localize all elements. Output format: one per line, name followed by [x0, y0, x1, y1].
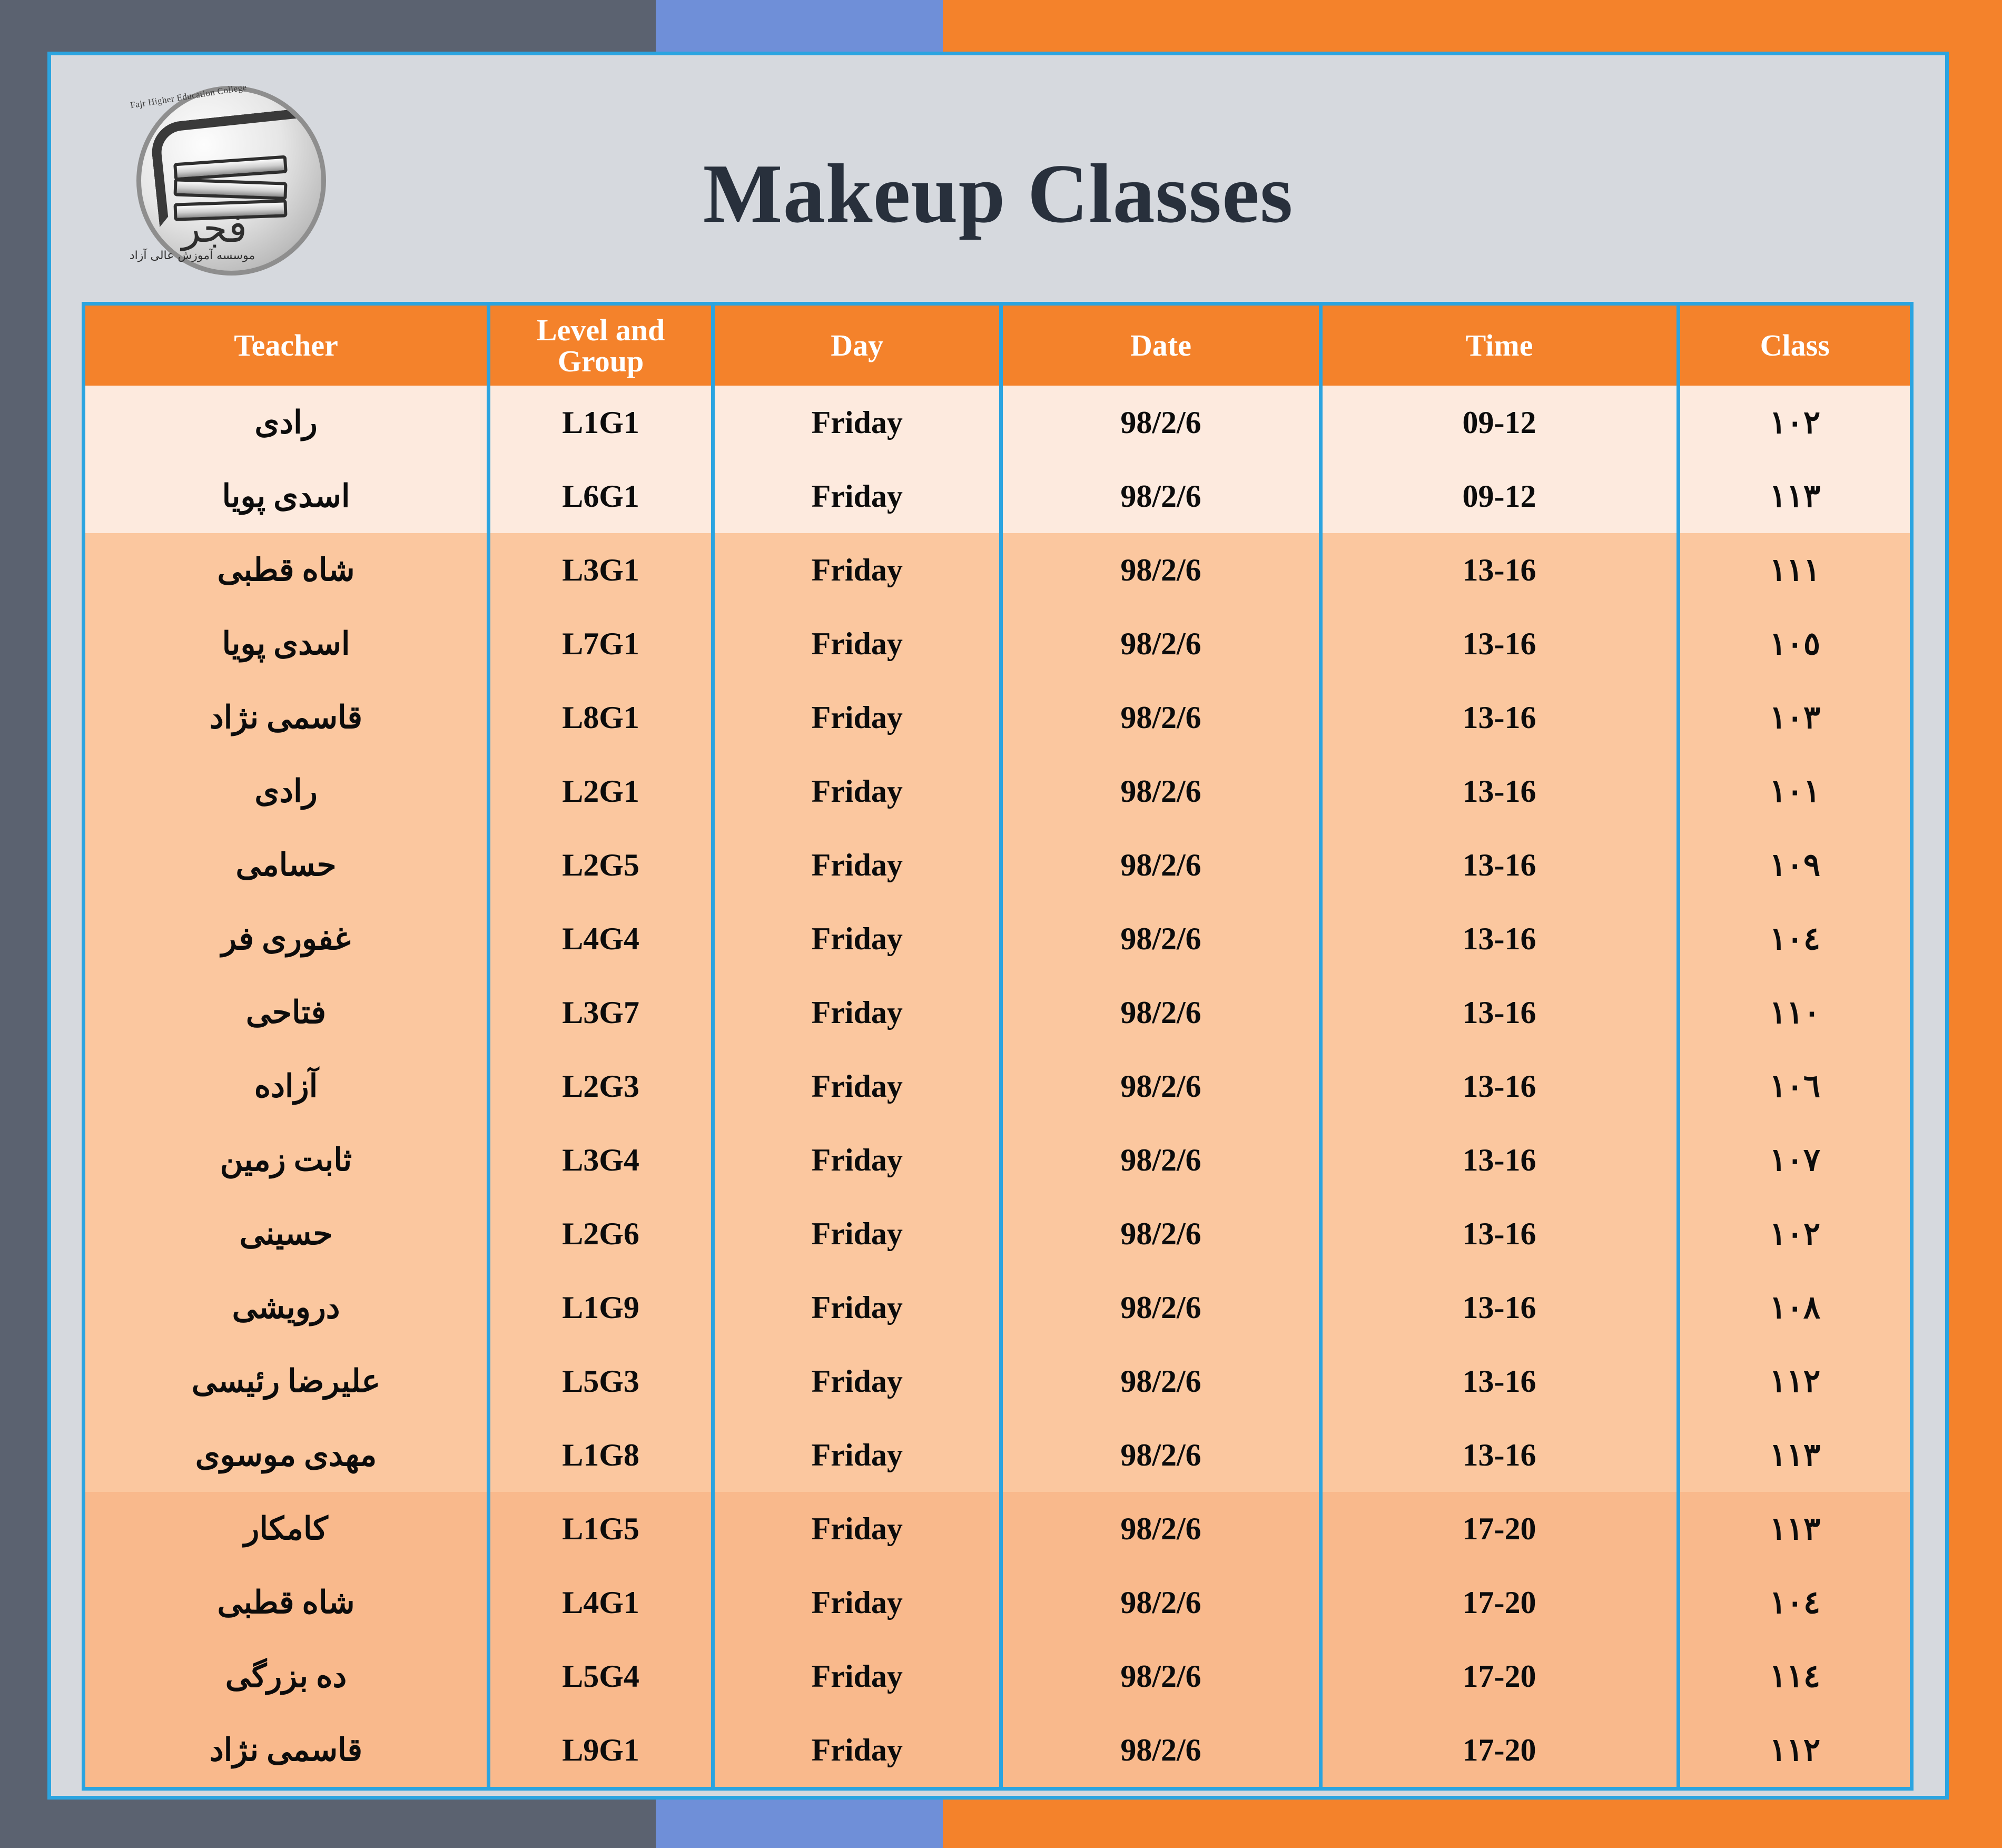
cell-time: 13-16 [1320, 902, 1678, 976]
cell-day: Friday [713, 1566, 1001, 1639]
cell-teacher: رادی [85, 386, 489, 459]
cell-teacher: ده بزرگی [85, 1639, 489, 1713]
cell-class: ١٠٢ [1678, 386, 1910, 459]
cell-day: Friday [713, 1418, 1001, 1492]
cell-date: 98/2/6 [1001, 1418, 1320, 1492]
table-row [85, 976, 1910, 1049]
column-header-level-group: Level and Group [489, 306, 713, 386]
cell-time: 13-16 [1320, 828, 1678, 902]
cell-time: 09-12 [1320, 386, 1678, 459]
cell-teacher: درویشی [85, 1271, 489, 1344]
cell-day: Friday [713, 754, 1001, 828]
cell-class: ١٠٧ [1678, 1123, 1910, 1197]
cell-day: Friday [713, 1049, 1001, 1123]
table-header-row [85, 306, 1910, 386]
cell-day: Friday [713, 607, 1001, 681]
cell-date: 98/2/6 [1001, 1123, 1320, 1197]
cell-class: ١٠٩ [1678, 828, 1910, 902]
table-row [85, 1639, 1910, 1713]
cell-date: 98/2/6 [1001, 1271, 1320, 1344]
cell-day: Friday [713, 1197, 1001, 1271]
cell-level-group: L2G3 [489, 1049, 713, 1123]
logo-farsi-mark: فجر [182, 206, 247, 251]
cell-teacher: رادی [85, 754, 489, 828]
cell-level-group: L5G4 [489, 1639, 713, 1713]
cell-time: 13-16 [1320, 533, 1678, 607]
cell-class: ١١٠ [1678, 976, 1910, 1049]
cell-time: 13-16 [1320, 1197, 1678, 1271]
cell-day: Friday [713, 459, 1001, 533]
cell-class: ١٠١ [1678, 754, 1910, 828]
cell-class: ١١٢ [1678, 1344, 1910, 1418]
poster-header [51, 55, 1945, 298]
cell-level-group: L3G7 [489, 976, 713, 1049]
cell-date: 98/2/6 [1001, 902, 1320, 976]
table-row [85, 1123, 1910, 1197]
cell-level-group: L1G9 [489, 1271, 713, 1344]
cell-date: 98/2/6 [1001, 976, 1320, 1049]
cell-time: 17-20 [1320, 1639, 1678, 1713]
cell-time: 13-16 [1320, 1049, 1678, 1123]
table-row [85, 754, 1910, 828]
cell-level-group: L3G4 [489, 1123, 713, 1197]
cell-teacher: آزاده [85, 1049, 489, 1123]
cell-teacher: مهدی موسوی [85, 1418, 489, 1492]
cell-date: 98/2/6 [1001, 1492, 1320, 1566]
cell-date: 98/2/6 [1001, 828, 1320, 902]
column-header-day: Day [713, 306, 1001, 386]
cell-teacher: اسدی پویا [85, 607, 489, 681]
cell-time: 13-16 [1320, 976, 1678, 1049]
cell-date: 98/2/6 [1001, 1713, 1320, 1787]
cell-teacher: حسینی [85, 1197, 489, 1271]
schedule-table [85, 306, 1910, 1787]
column-header-class: Class [1678, 306, 1910, 386]
table-row [85, 1197, 1910, 1271]
cell-level-group: L4G1 [489, 1566, 713, 1639]
cell-class: ١٠٥ [1678, 607, 1910, 681]
cell-level-group: L9G1 [489, 1713, 713, 1787]
cell-time: 13-16 [1320, 1344, 1678, 1418]
content-sheet [47, 52, 1949, 1800]
table-row [85, 681, 1910, 754]
cell-class: ١٠٣ [1678, 681, 1910, 754]
cell-date: 98/2/6 [1001, 754, 1320, 828]
column-header-time: Time [1320, 306, 1678, 386]
cell-time: 17-20 [1320, 1492, 1678, 1566]
cell-teacher: علیرضا رئیسی [85, 1344, 489, 1418]
table-row [85, 607, 1910, 681]
cell-day: Friday [713, 681, 1001, 754]
table-row [85, 1049, 1910, 1123]
cell-class: ١١٢ [1678, 1713, 1910, 1787]
cell-time: 13-16 [1320, 1418, 1678, 1492]
cell-date: 98/2/6 [1001, 1197, 1320, 1271]
cell-class: ١٠٤ [1678, 1566, 1910, 1639]
cell-day: Friday [713, 902, 1001, 976]
cell-teacher: حسامی [85, 828, 489, 902]
cell-time: 13-16 [1320, 1123, 1678, 1197]
cell-time: 13-16 [1320, 607, 1678, 681]
cell-class: ١١٣ [1678, 1418, 1910, 1492]
logo-top-text: Fajr Higher Education College [129, 82, 248, 111]
cell-day: Friday [713, 1639, 1001, 1713]
cell-level-group: L3G1 [489, 533, 713, 607]
cell-time: 13-16 [1320, 681, 1678, 754]
cell-teacher: کامکار [85, 1492, 489, 1566]
table-row [85, 459, 1910, 533]
cell-class: ١١١ [1678, 533, 1910, 607]
cell-day: Friday [713, 828, 1001, 902]
cell-class: ١٠٢ [1678, 1197, 1910, 1271]
cell-date: 98/2/6 [1001, 1344, 1320, 1418]
cell-level-group: L1G1 [489, 386, 713, 459]
schedule-table-container [82, 302, 1914, 1791]
cell-level-group: L2G1 [489, 754, 713, 828]
cell-level-group: L1G5 [489, 1492, 713, 1566]
cell-class: ١١٣ [1678, 1492, 1910, 1566]
cell-level-group: L2G5 [489, 828, 713, 902]
page-title: Makeup Classes [703, 146, 1294, 240]
logo-bottom-text: موسسه آموزش عالی آزاد [129, 249, 255, 262]
column-header-date: Date [1001, 306, 1320, 386]
cell-level-group: L5G3 [489, 1344, 713, 1418]
cell-time: 17-20 [1320, 1713, 1678, 1787]
cell-day: Friday [713, 533, 1001, 607]
cell-date: 98/2/6 [1001, 386, 1320, 459]
table-body [85, 386, 1910, 1787]
cell-teacher: غفوری فر [85, 902, 489, 976]
table-row [85, 902, 1910, 976]
cell-day: Friday [713, 386, 1001, 459]
table-header [85, 306, 1910, 386]
cell-teacher: شاه قطبی [85, 1566, 489, 1639]
cell-date: 98/2/6 [1001, 1049, 1320, 1123]
cell-teacher: ثابت زمین [85, 1123, 489, 1197]
cell-level-group: L8G1 [489, 681, 713, 754]
cell-time: 17-20 [1320, 1566, 1678, 1639]
cell-day: Friday [713, 976, 1001, 1049]
cell-date: 98/2/6 [1001, 459, 1320, 533]
cell-teacher: قاسمی نژاد [85, 681, 489, 754]
cell-level-group: L2G6 [489, 1197, 713, 1271]
cell-class: ١١٤ [1678, 1639, 1910, 1713]
table-row [85, 1713, 1910, 1787]
cell-date: 98/2/6 [1001, 681, 1320, 754]
cell-date: 98/2/6 [1001, 1566, 1320, 1639]
cell-level-group: L7G1 [489, 607, 713, 681]
cell-teacher: شاه قطبی [85, 533, 489, 607]
cell-level-group: L1G8 [489, 1418, 713, 1492]
cell-date: 98/2/6 [1001, 1639, 1320, 1713]
cell-level-group: L6G1 [489, 459, 713, 533]
cell-date: 98/2/6 [1001, 533, 1320, 607]
column-header-teacher: Teacher [85, 306, 489, 386]
cell-class: ١٠٤ [1678, 902, 1910, 976]
table-row [85, 1344, 1910, 1418]
cell-class: ١٠٦ [1678, 1049, 1910, 1123]
cell-time: 13-16 [1320, 1271, 1678, 1344]
table-row [85, 386, 1910, 459]
table-row [85, 1271, 1910, 1344]
cell-time: 09-12 [1320, 459, 1678, 533]
cell-date: 98/2/6 [1001, 607, 1320, 681]
cell-day: Friday [713, 1492, 1001, 1566]
cell-day: Friday [713, 1713, 1001, 1787]
table-row [85, 1492, 1910, 1566]
cell-day: Friday [713, 1271, 1001, 1344]
cell-teacher: اسدی پویا [85, 459, 489, 533]
table-row [85, 1418, 1910, 1492]
cell-level-group: L4G4 [489, 902, 713, 976]
cell-class: ١١٣ [1678, 459, 1910, 533]
table-row [85, 1566, 1910, 1639]
cell-teacher: فتاحی [85, 976, 489, 1049]
table-row [85, 828, 1910, 902]
cell-class: ١٠٨ [1678, 1271, 1910, 1344]
cell-day: Friday [713, 1344, 1001, 1418]
cell-teacher: قاسمی نژاد [85, 1713, 489, 1787]
cell-time: 13-16 [1320, 754, 1678, 828]
table-row [85, 533, 1910, 607]
cell-day: Friday [713, 1123, 1001, 1197]
